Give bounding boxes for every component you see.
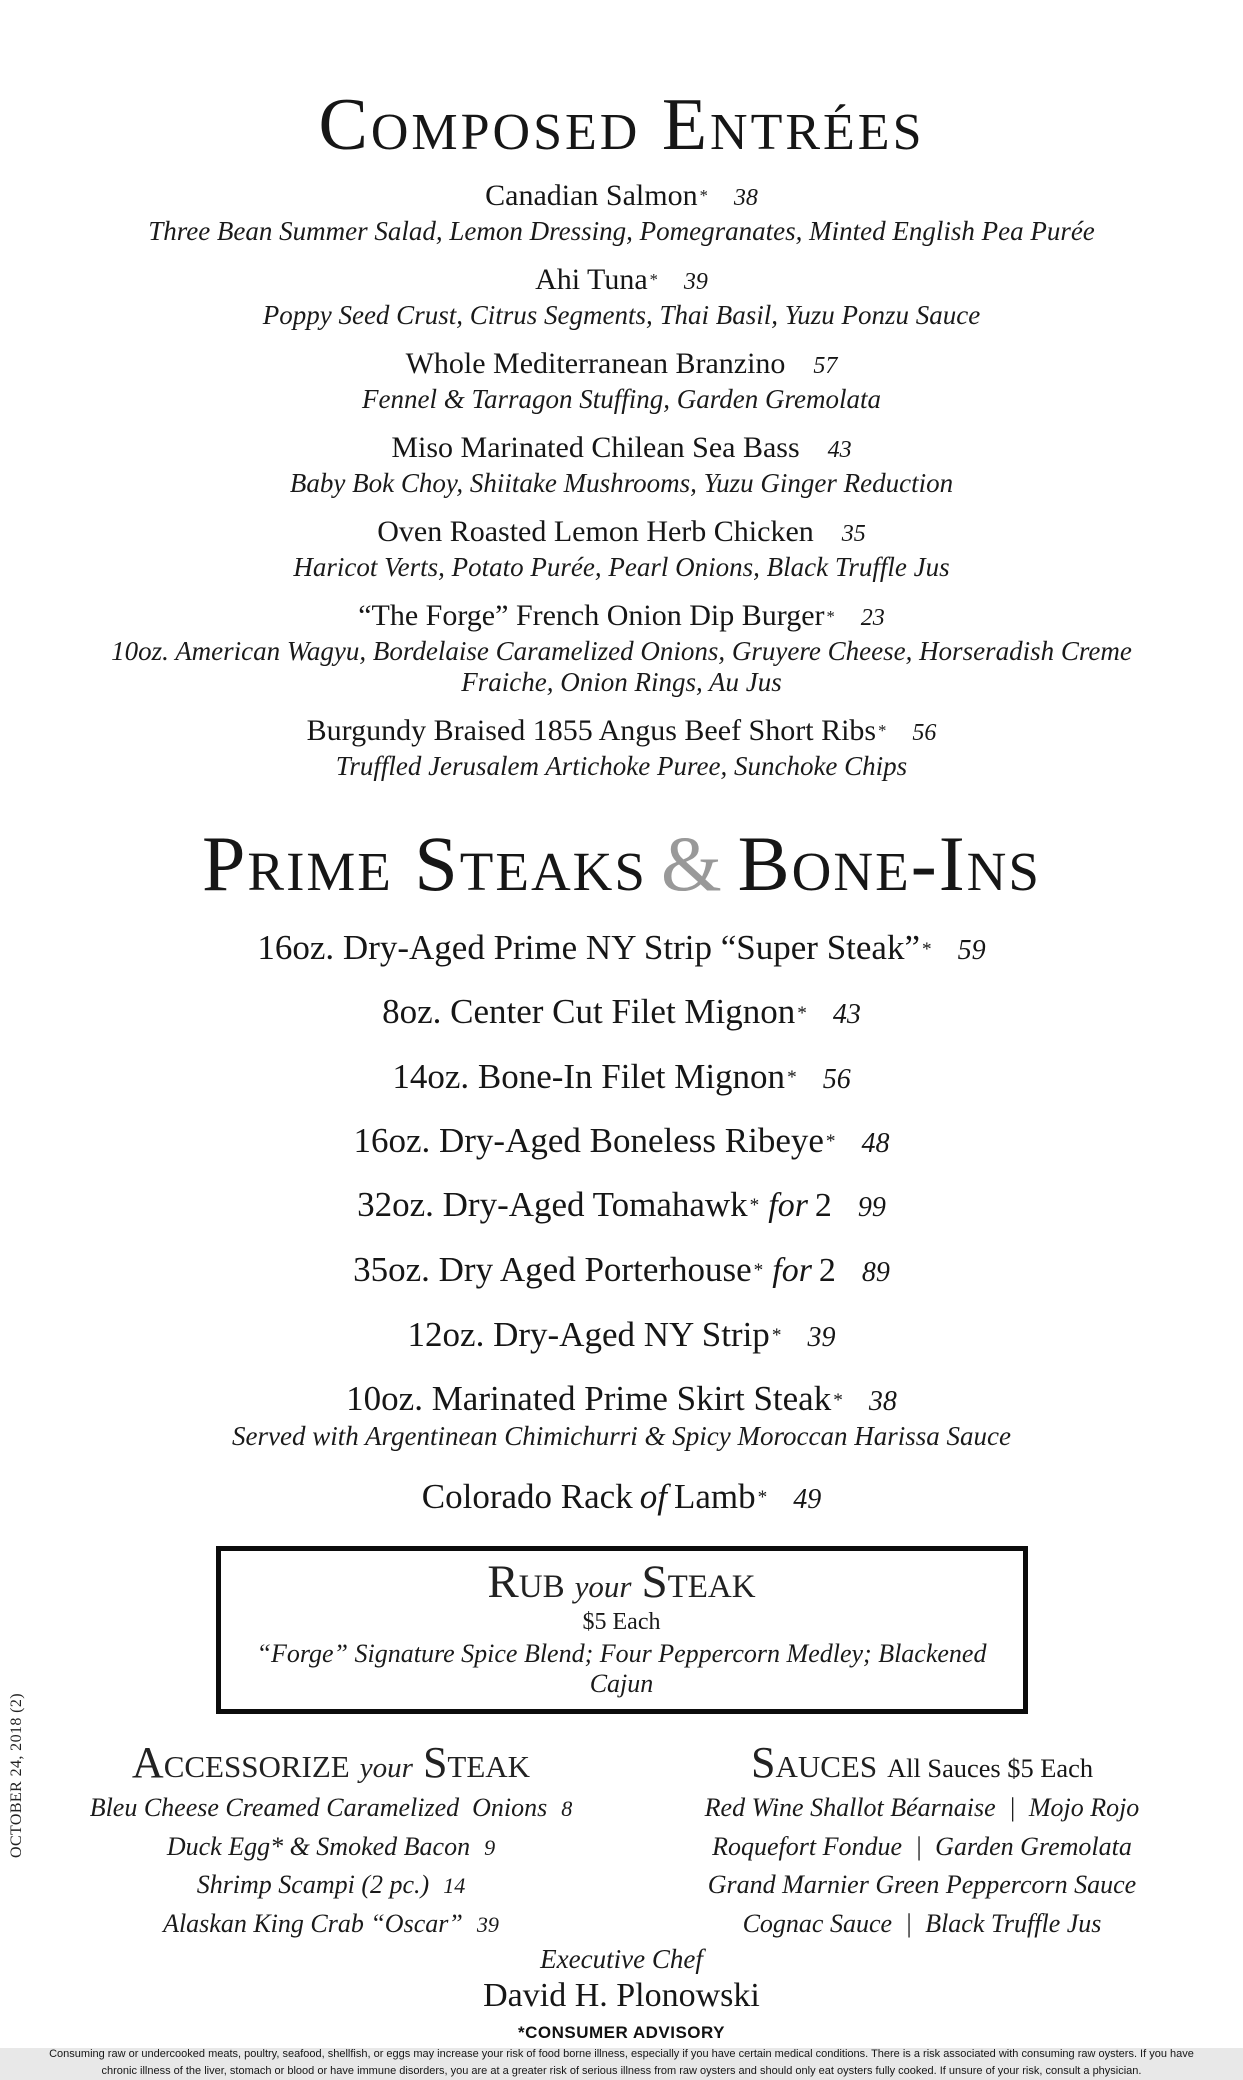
accessorize-column — [0, 1737, 662, 1940]
menu-item-sea-bass — [0, 431, 1243, 498]
item-price: 89 — [861, 1256, 890, 1288]
advisory-asterisk: * — [878, 721, 887, 741]
advisory-asterisk: * — [797, 1002, 807, 1024]
menu-item-canadian-salmon — [0, 179, 1243, 246]
menu-item-lemon-herb-chicken — [0, 515, 1243, 582]
advisory-asterisk: * — [826, 606, 835, 626]
item-name-line — [0, 1057, 1243, 1096]
menu-item-beef-short-ribs — [0, 714, 1243, 781]
sauce-item: Red Wine Shallot Béarnaise | Mojo Rojo — [704, 1793, 1140, 1823]
item-name-line — [0, 1379, 1243, 1418]
menu-item-skirt-steak — [0, 1379, 1243, 1452]
rub-box-options: “Forge” Signature Spice Blend; Four Peppercorn Medley; Blackened Cajun — [256, 1638, 987, 1698]
bottom-columns — [0, 1737, 1243, 1940]
item-name-line — [0, 1315, 1243, 1354]
item-name-line — [0, 1477, 1243, 1516]
item-name-line — [0, 1250, 1243, 1290]
item-name-italic: of — [639, 1476, 667, 1516]
menu-item-12oz-ny-strip — [0, 1315, 1243, 1354]
item-name: Canadian Salmon — [485, 179, 698, 212]
item-name-line — [0, 263, 1243, 297]
sauce-item: Grand Marnier Green Peppercorn Sauce — [707, 1870, 1137, 1900]
item-description: Haricot Verts, Potato Purée, Pearl Onions, Black Truffle Jus — [293, 551, 950, 582]
advisory-asterisk: * — [833, 1389, 843, 1411]
item-name: 10oz. Marinated Prime Skirt Steak — [346, 1379, 832, 1419]
item-name: Whole Mediterranean Branzino — [405, 347, 786, 381]
menu-item-tomahawk — [0, 1185, 1243, 1225]
section-title-composed-entrees: Composed Entrées — [318, 84, 925, 166]
item-description: Poppy Seed Crust, Citrus Segments, Thai Basil, Yuzu Ponzu Sauce — [262, 299, 981, 330]
item-description: Served with Argentinean Chimichurri & Spicy Moroccan Harissa Sauce — [232, 1421, 1011, 1452]
item-price: 43 — [832, 999, 861, 1031]
advisory-asterisk: * — [753, 1260, 764, 1282]
item-price: 23 — [860, 605, 885, 632]
item-name-line — [0, 515, 1243, 549]
item-name: 16oz. Dry-Aged Prime NY Strip “Super Steak” — [257, 928, 920, 968]
serves-note: for 2 — [768, 1186, 832, 1224]
title-part: Bone-Ins — [737, 820, 1041, 908]
sauce-item: Roquefort Fondue | Garden Gremolata — [712, 1831, 1132, 1861]
item-price: 56 — [912, 720, 937, 747]
item-name-line — [0, 1185, 1243, 1225]
title-part: Prime Steaks — [202, 820, 647, 908]
item-name: 8oz. Center Cut Filet Mignon — [382, 992, 796, 1032]
item-price: 9 — [484, 1834, 496, 1860]
item-price: 49 — [793, 1483, 822, 1515]
menu-item-center-cut-filet — [0, 992, 1243, 1031]
prime-steaks-section — [0, 820, 1243, 1516]
item-description: Three Bean Summer Salad, Lemon Dressing, Pomegranates, Minted English Pea Purée — [148, 215, 1095, 246]
menu-footer — [0, 1944, 1243, 2079]
item-name: 32oz. Dry-Aged Tomahawk — [357, 1184, 748, 1224]
item-price: 57 — [813, 353, 838, 380]
item-price: 39 — [807, 1321, 836, 1353]
item-name-line — [0, 599, 1243, 633]
item-name-line — [0, 1121, 1243, 1160]
item-name: Ahi Tuna — [535, 263, 648, 297]
accessorize-title: Accessorize your Steak — [131, 1737, 531, 1787]
item-name: Lamb — [673, 1476, 756, 1516]
menu-item-bone-in-filet — [0, 1057, 1243, 1096]
advisory-asterisk: * — [825, 1131, 836, 1153]
item-price: 35 — [841, 521, 866, 548]
chef-title: Executive Chef — [540, 1944, 703, 1975]
item-name: 12oz. Dry-Aged NY Strip — [407, 1314, 770, 1354]
item-price: 39 — [476, 1911, 499, 1937]
menu-item-french-onion-dip-burger — [0, 599, 1243, 697]
item-name: 35oz. Dry Aged Porterhouse — [353, 1249, 752, 1289]
menu-item-ny-strip-super-steak — [0, 928, 1243, 967]
advisory-asterisk: * — [771, 1325, 782, 1347]
consumer-advisory-title: *CONSUMER ADVISORY — [517, 2022, 726, 2042]
title-italic-word: your — [359, 1751, 413, 1784]
sauce-item: Cognac Sauce | Black Truffle Jus — [742, 1908, 1102, 1938]
item-name: Oven Roasted Lemon Herb Chicken — [377, 515, 814, 549]
menu-item-boneless-ribeye — [0, 1121, 1243, 1160]
section-title-prime-steaks — [0, 820, 1243, 908]
menu-item-rack-of-lamb — [0, 1477, 1243, 1516]
item-name-line — [0, 179, 1243, 213]
advisory-asterisk: * — [757, 1487, 768, 1509]
accessorize-item: Alaskan King Crab “Oscar” 39 — [163, 1908, 499, 1938]
item-name: 14oz. Bone-In Filet Mignon — [392, 1056, 786, 1096]
item-name: Colorado Rack — [421, 1476, 633, 1516]
accessorize-item: Duck Egg* & Smoked Bacon 9 — [166, 1831, 496, 1861]
sauces-subtitle: All Sauces $5 Each — [887, 1752, 1094, 1783]
title-italic-word: your — [574, 1569, 632, 1604]
sauces-column — [662, 1737, 1182, 1940]
item-name: Burgundy Braised 1855 Angus Beef Short Ribs — [306, 714, 877, 748]
chef-name: David H. Plonowski — [483, 1977, 760, 2015]
gray-ampersand: & — [660, 820, 724, 908]
rub-box-title: Rub your Steak — [487, 1556, 756, 1608]
item-price: 38 — [733, 185, 758, 211]
item-price: 99 — [857, 1191, 886, 1223]
menu-item-porterhouse — [0, 1250, 1243, 1290]
rub-box-price: $5 Each — [582, 1608, 661, 1635]
item-description: 10oz. American Wagyu, Bordelaise Caramelized Onions, Gruyere Cheese, Horseradish Creme Fraiche, Onion Rings, Au Jus — [111, 636, 1139, 697]
item-description: Fennel & Tarragon Stuffing, Garden Gremolata — [362, 383, 881, 414]
item-name: “The Forge” French Onion Dip Burger — [358, 599, 825, 633]
advisory-asterisk: * — [699, 186, 708, 206]
item-description: Truffled Jerusalem Artichoke Puree, Sunchoke Chips — [335, 750, 908, 781]
menu-item-branzino — [0, 347, 1243, 414]
item-price: 56 — [822, 1063, 851, 1095]
item-description: Baby Bok Choy, Shiitake Mushrooms, Yuzu Ginger Reduction — [289, 467, 954, 498]
item-price: 8 — [561, 1796, 573, 1822]
composed-entrees-section — [0, 0, 1243, 781]
item-price: 39 — [683, 269, 708, 296]
advisory-asterisk: * — [921, 938, 932, 960]
accessorize-item: Shrimp Scampi (2 pc.) 14 — [196, 1870, 466, 1900]
item-name-line — [0, 992, 1243, 1031]
item-name-line — [0, 714, 1243, 748]
item-price: 43 — [827, 437, 852, 464]
item-name-line — [0, 347, 1243, 381]
accessorize-item: Bleu Cheese Creamed Caramelized Onions 8 — [89, 1793, 573, 1823]
item-price: 38 — [868, 1386, 897, 1418]
menu-date-note: OCTOBER 24, 2018 (2) — [8, 1692, 25, 1858]
menu-item-ahi-tuna — [0, 263, 1243, 330]
consumer-advisory-text: Consuming raw or undercooked meats, poultry, seafood, shellfish, or eggs may increase your risk of food borne illness, especially if you have certain medical conditions. There is a risk associated with consuming raw oysters. If you have chronic illness of the liver, stomach or blood or have immune disorders, you are at a greater risk of serious illness from raw oysters and should only eat oysters fully cooked. If unsure of your risk, consult a physician. — [49, 2047, 1194, 2077]
advisory-asterisk: * — [749, 1195, 760, 1217]
item-name: Miso Marinated Chilean Sea Bass — [391, 431, 800, 465]
item-price: 48 — [861, 1127, 890, 1159]
item-name-line — [0, 431, 1243, 465]
serves-note: for 2 — [772, 1251, 836, 1289]
item-name: 16oz. Dry-Aged Boneless Ribeye — [353, 1120, 824, 1160]
sauces-title: Sauces All Sauces $5 Each — [750, 1737, 1094, 1787]
advisory-asterisk: * — [649, 270, 658, 290]
item-price: 59 — [957, 935, 986, 967]
item-name-line — [0, 928, 1243, 967]
advisory-asterisk: * — [787, 1066, 797, 1088]
rub-your-steak-box — [216, 1546, 1028, 1714]
item-price: 14 — [443, 1873, 466, 1899]
